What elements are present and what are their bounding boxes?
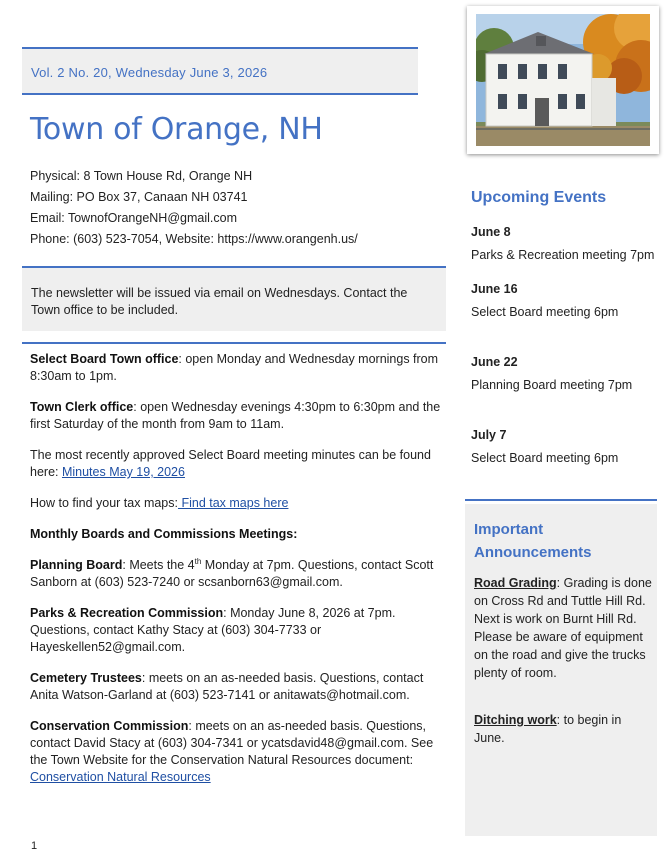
event-date: June 22 — [471, 355, 518, 369]
road-grading-label: Road Grading — [474, 576, 557, 590]
notice-bottom-rule — [22, 342, 446, 344]
announcements-title: Important Announcements — [474, 521, 592, 561]
monthly-meetings-heading-text: Monthly Boards and Commissions Meetings: — [30, 527, 298, 541]
conservation-label: Conservation Commission — [30, 719, 189, 733]
newsletter-notice-box — [22, 268, 446, 331]
parks-rec-text: : Monday June 8, 2026 at 7pm. Questions, contact Kathy Stacy at (603) 304-7733 or Hayeskellen52@gmail.com. — [30, 606, 396, 654]
town-title: Town of Orange, NH — [30, 112, 323, 147]
event-description: Planning Board meeting 7pm — [471, 378, 633, 392]
parks-rec-label: Parks & Recreation Commission — [30, 606, 224, 620]
conservation-text: : meets on an as-needed basis. Questions, contact David Stacy at (603) 304-7341 or ycatsdavid48@gmail.com. See the Town Website for the Conservation Natural Resources document: — [30, 719, 434, 767]
planning-board-text-b: Monday at 7pm. Questions, contact Scott Sanborn at (603) 523-7240 or scsanborn63@gmail.com. — [30, 558, 434, 589]
event-date: July 7 — [471, 428, 507, 442]
physical-address: Physical: 8 Town House Rd, Orange NH — [30, 169, 253, 183]
planning-board-text-a: : Meets the 4 — [122, 558, 195, 572]
tax-maps-text: How to find your tax maps: — [30, 496, 178, 510]
event-date: June 16 — [471, 282, 518, 296]
event-item — [471, 354, 657, 393]
parks-rec-paragraph — [30, 605, 444, 656]
upcoming-events-title: Upcoming Events — [471, 189, 607, 206]
cemetery-label: Cemetery Trustees — [30, 671, 142, 685]
town-hall-photo-frame — [467, 6, 659, 154]
contact-block — [30, 166, 358, 250]
event-description: Select Board meeting 6pm — [471, 305, 619, 319]
event-description: Parks & Recreation meeting 7pm — [471, 248, 655, 262]
cemetery-paragraph — [30, 670, 444, 704]
event-item — [471, 224, 657, 263]
town-clerk-label: Town Clerk office — [30, 400, 134, 414]
town-hall-photo-icon — [476, 14, 650, 146]
planning-board-paragraph — [30, 557, 444, 591]
event-item — [471, 427, 657, 466]
event-description: Select Board meeting 6pm — [471, 451, 619, 465]
ditching-text: : to begin in June. — [474, 713, 622, 745]
event-date: June 8 — [471, 225, 511, 239]
town-clerk-text: : open Wednesday evenings 4:30pm to 6:30pm and the first Saturday of the month from 9am to 11am. — [30, 400, 441, 431]
announcements-box — [465, 504, 657, 836]
mailing-address: Mailing: PO Box 37, Canaan NH 03741 — [30, 190, 248, 204]
tax-maps-link[interactable]: Find tax maps here — [177, 496, 289, 510]
ditching-label: Ditching work — [474, 713, 557, 727]
select-board-office-paragraph — [30, 351, 444, 385]
ditching-announcement — [474, 711, 652, 747]
minutes-text: The most recently approved Select Board meeting minutes can be found here: — [30, 448, 431, 479]
ordinal-suffix: th — [194, 556, 202, 566]
minutes-paragraph — [30, 447, 444, 481]
main-body — [30, 351, 444, 800]
road-grading-announcement — [474, 574, 652, 682]
select-board-office-text: : open Monday and Wednesday mornings from 8:30am to 1pm. — [30, 352, 439, 383]
minutes-link[interactable]: Minutes May 19, 2026 — [61, 465, 185, 479]
monthly-meetings-heading — [30, 526, 444, 543]
conservation-paragraph — [30, 718, 444, 786]
conservation-link[interactable]: Conservation Natural Resources — [30, 770, 211, 784]
select-board-office-label: Select Board Town office — [30, 352, 179, 366]
email-line: Email: TownofOrangeNH@gmail.com — [30, 211, 237, 225]
cemetery-text: : meets on an as-needed basis. Questions, contact Anita Watson-Garland at (603) 523-7141 or anitawats@hotmail.com. — [30, 671, 424, 702]
announcements-top-rule — [465, 499, 657, 501]
town-clerk-paragraph — [30, 399, 444, 433]
page-number: 1 — [31, 840, 38, 852]
tax-maps-paragraph — [30, 495, 444, 512]
road-grading-text: : Grading is done on Cross Rd and Tuttle Hill Rd. Next is work on Burnt Hill Rd. Please be aware of equipment on the road and give the trucks plenty of room. — [474, 576, 652, 680]
phone-website-line: Phone: (603) 523-7054, Website: https://www.orangenh.us/ — [30, 232, 358, 246]
newsletter-notice: The newsletter will be issued via email on Wednesdays. Contact the Town office to be included. — [31, 286, 408, 317]
planning-board-label: Planning Board — [30, 558, 123, 572]
upcoming-events-list — [471, 224, 657, 484]
event-item — [471, 281, 657, 320]
issue-line: Vol. 2 No. 20, Wednesday June 3, 2026 — [31, 65, 268, 80]
issue-bar — [22, 47, 418, 95]
